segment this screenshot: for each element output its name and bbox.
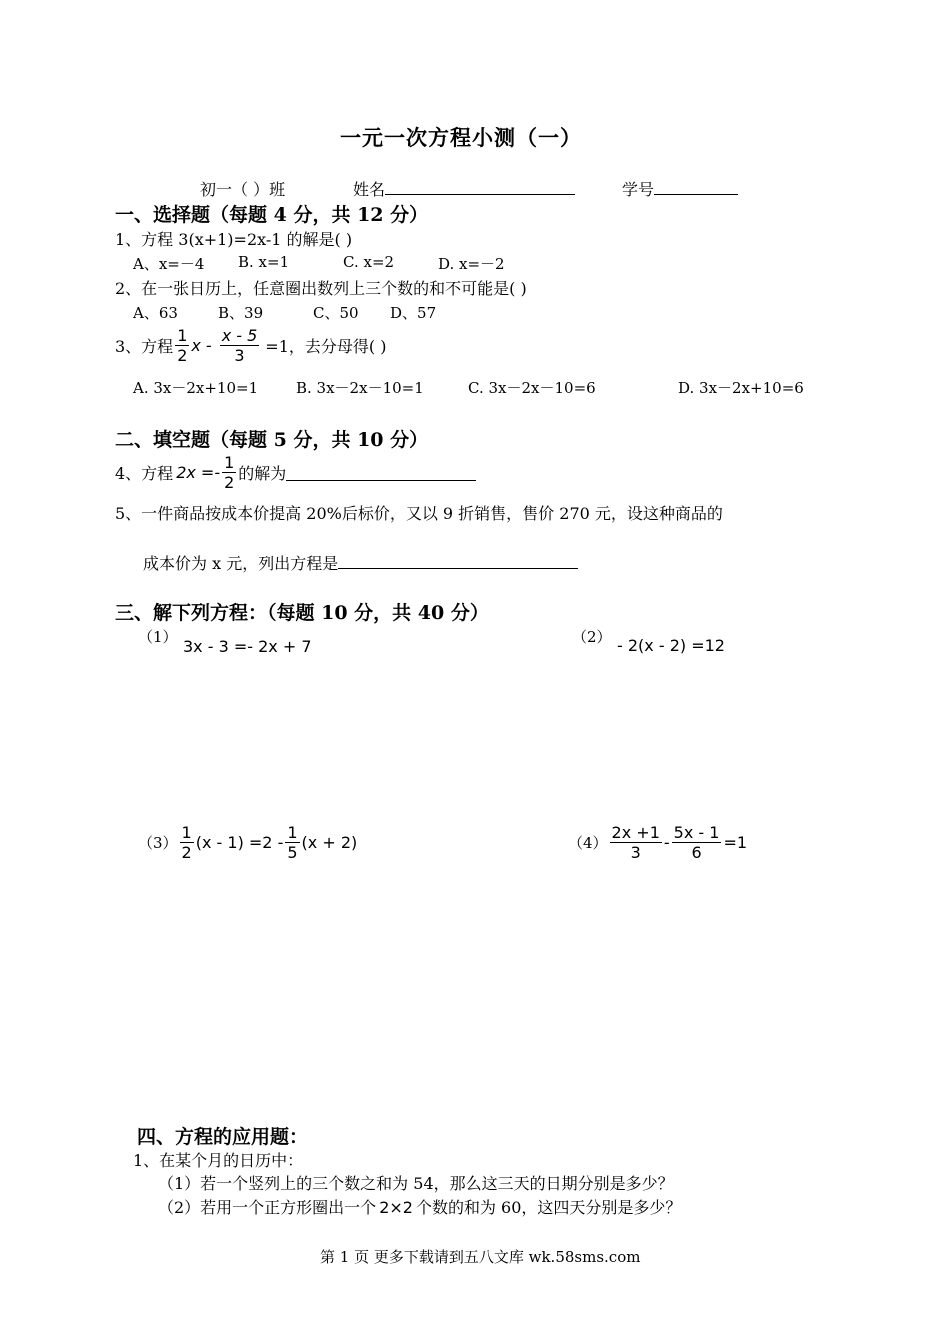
p3-end: (x + 2): [301, 833, 358, 852]
s4-sub2-a: （2）若用一个正方形圈出一个: [158, 1198, 377, 1217]
p3-f2-num: 1: [287, 823, 298, 842]
section3-heading: 三、解下列方程：（每题 10 分，共 40 分）: [115, 602, 489, 624]
q5-line1: 5、一件商品按成本价提高 20%后标价，又以 9 折销售，售价 270 元，设这种商品的: [115, 504, 723, 523]
p3-label: （3）: [138, 834, 178, 852]
page-footer: 第 1 页 更多下载请到五八文库 wk.58sms.com: [320, 1248, 641, 1266]
p3-fraction-2: [285, 823, 299, 862]
id-label: 学号: [622, 180, 655, 199]
p4-label: （4）: [568, 834, 608, 852]
q3-f1-den: 2: [177, 346, 188, 365]
q4-prefix: 4、方程: [115, 464, 174, 483]
class-field: 初一（ ）班: [200, 180, 286, 199]
p3-fraction-1: [180, 823, 194, 862]
p3-middle: (x - 1) =2 -: [195, 833, 284, 852]
id-blank: [654, 178, 738, 195]
q3-prefix: 3、方程: [115, 337, 174, 356]
p3-equation: [138, 823, 357, 862]
page-title: 一元一次方程小测（一）: [340, 125, 582, 150]
p3-f1-den: 2: [181, 843, 192, 862]
p4-fraction-1: [610, 823, 662, 862]
p4-f2-den: 6: [691, 843, 702, 862]
p4-f2-num: 5x - 1: [673, 823, 720, 842]
q1-stem: 1、方程 3(x+1)=2x-1 的解是( ): [115, 230, 353, 249]
p4-end: =1: [723, 833, 748, 852]
q3-suffix: =1，去分母得( ): [265, 337, 387, 356]
section4-heading: 四、方程的应用题：: [137, 1126, 309, 1148]
q3-option-d: D. 3x－2x+10=6: [678, 379, 804, 397]
q4-f-den: 2: [224, 473, 235, 492]
q3-f2-den: 3: [234, 346, 245, 365]
s4-q1: 1、在某个月的日历中：: [133, 1151, 304, 1170]
p1-label: （1）: [138, 628, 178, 646]
q5-line2-text: 成本价为 x 元，列出方程是: [143, 554, 339, 573]
s4-sub2-b: 个数的和为 60，这四天分别是多少？: [415, 1198, 682, 1217]
p4-equation: [568, 823, 747, 862]
q3-f2-num: x - 5: [221, 326, 258, 345]
q4-suffix: 的解为: [238, 464, 287, 483]
q3-fraction-2: [220, 326, 260, 365]
q3-f1-num: 1: [177, 326, 188, 345]
q2-stem: 2、在一张日历上，任意圈出数列上三个数的和不可能是( ): [115, 279, 527, 298]
p4-f1-num: 2x +1: [611, 823, 660, 842]
q1-option-b: B. x=1: [238, 253, 290, 271]
p4-f1-den: 3: [630, 843, 641, 862]
q4-answer-blank: [286, 464, 476, 481]
q1-option-d: D. x=－2: [438, 255, 505, 273]
p3-f1-num: 1: [181, 823, 192, 842]
q3-option-a: A. 3x－2x+10=1: [133, 379, 259, 397]
p2-equation: - 2(x - 2) =12: [617, 636, 725, 655]
q4-stem: [115, 453, 476, 492]
q1-option-a: A、x=－4: [133, 255, 205, 273]
s4-sub2-math: 2×2: [379, 1198, 413, 1217]
name-label: 姓名: [353, 180, 386, 199]
q3-x-minus: x -: [191, 336, 212, 355]
q2-option-a: A、63: [133, 304, 178, 322]
q4-equation: 2x =-: [176, 463, 221, 482]
q2-option-b: B、39: [218, 304, 264, 322]
q4-fraction: [222, 453, 236, 492]
q2-option-c: C、50: [313, 304, 359, 322]
q5-answer-blank: [338, 552, 578, 569]
q3-option-b: B. 3x－2x－10=1: [296, 379, 424, 397]
p2-label: （2）: [572, 628, 612, 646]
name-blank: [385, 178, 575, 195]
section2-heading: 二、填空题（每题 5 分，共 10 分）: [115, 429, 429, 451]
id-field: [622, 177, 738, 200]
q3-fraction-1: [175, 326, 189, 365]
p1-equation: 3x - 3 =- 2x + 7: [183, 637, 312, 656]
p4-middle: -: [663, 833, 670, 852]
name-field: [353, 177, 575, 200]
q3-stem: [115, 326, 386, 365]
p3-f2-den: 5: [287, 843, 298, 862]
p4-fraction-2: [672, 823, 722, 862]
q4-f-num: 1: [224, 453, 235, 472]
s4-sub1: （1）若一个竖列上的三个数之和为 54，那么这三天的日期分别是多少？: [158, 1174, 674, 1193]
s4-sub2: [158, 1195, 681, 1218]
q3-option-c: C. 3x－2x－10=6: [468, 379, 596, 397]
q2-option-d: D、57: [390, 304, 437, 322]
section1-heading: 一、选择题（每题 4 分，共 12 分）: [115, 204, 429, 226]
q5-line2: [143, 551, 578, 574]
q1-option-c: C. x=2: [343, 253, 395, 271]
